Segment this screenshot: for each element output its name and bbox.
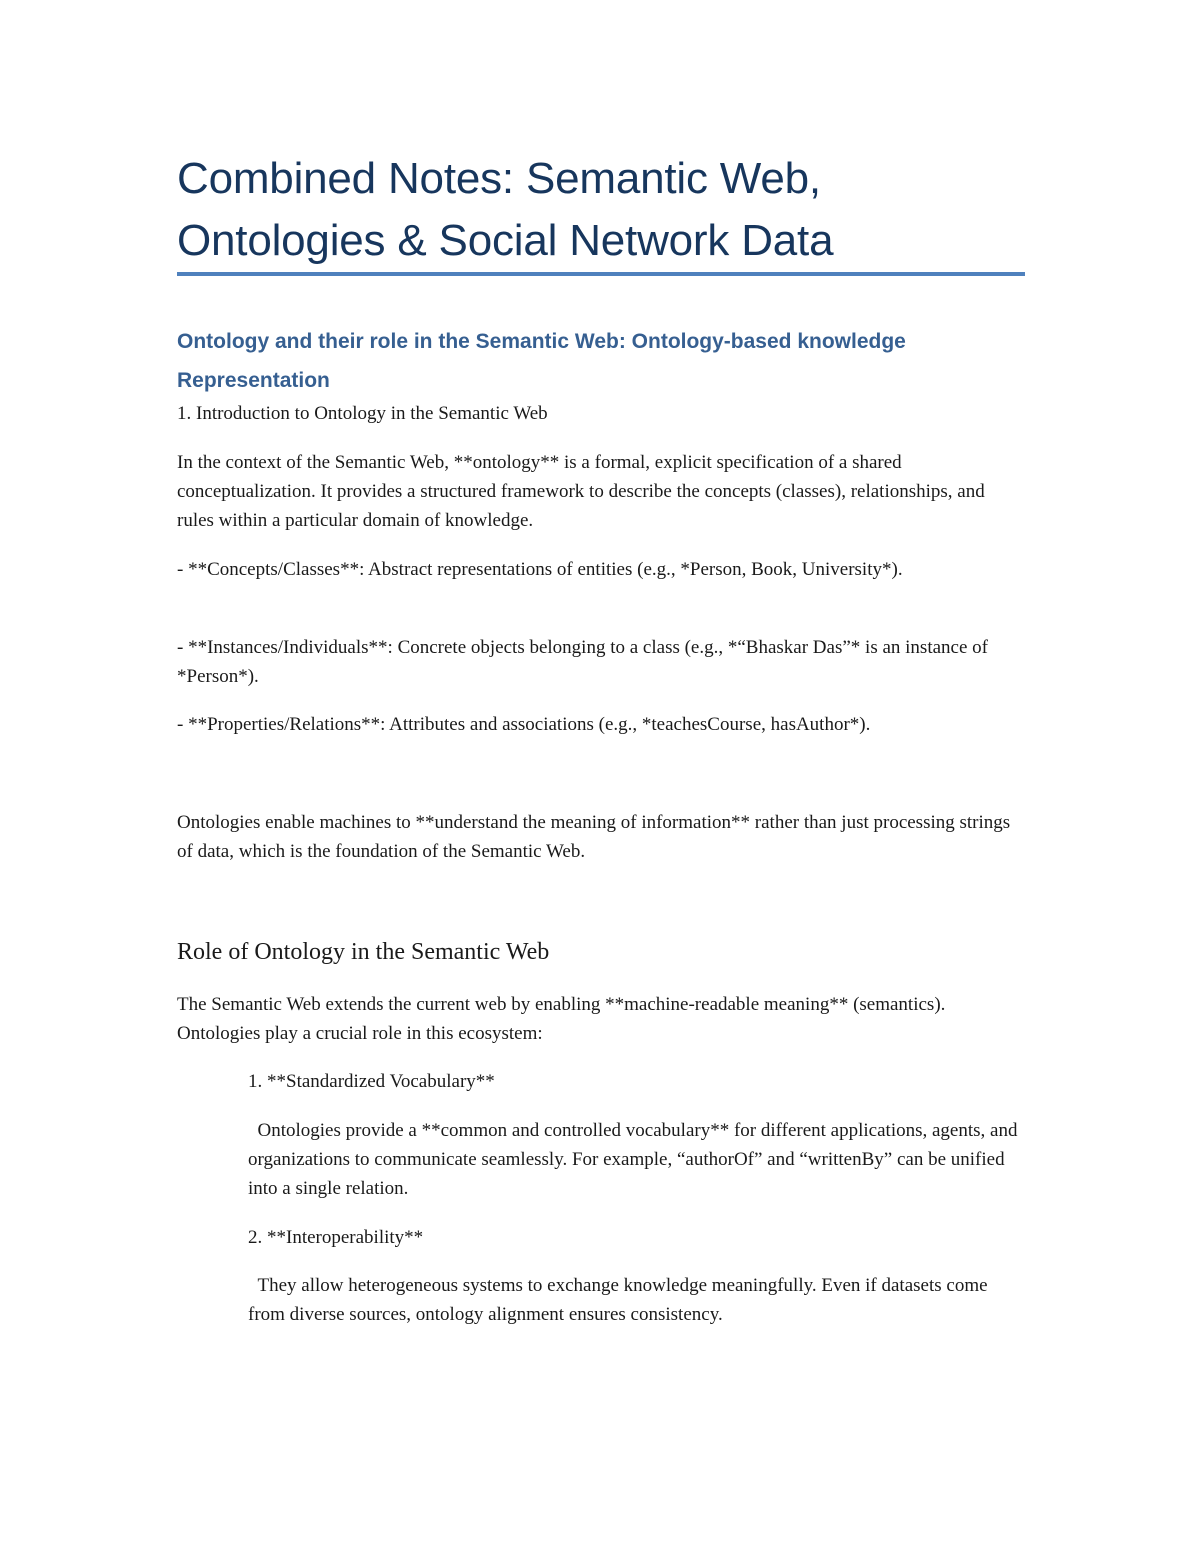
bullet-properties-relations: - **Properties/Relations**: Attributes and associations (e.g., *teachesCourse, hasAuthor*). <box>177 714 871 735</box>
list-item-interoperability-body: They allow heterogeneous systems to exchange knowledge meaningfully. Even if datasets come from diverse sources, ontology alignment ensures consistency. <box>248 1275 993 1325</box>
list-item-standardized-vocabulary-title: 1. **Standardized Vocabulary** <box>248 1071 495 1092</box>
document-title: Combined Notes: Semantic Web, Ontologies & Social Network Data <box>177 154 834 265</box>
section1-paragraph-definition: In the context of the Semantic Web, **ontology** is a formal, explicit specification of a shared conceptualization. It provides a structured framework to describe the concepts (classes), relationships, and rules within a particular domain of knowledge. <box>177 452 985 531</box>
section1-paragraph-conclusion: Ontologies enable machines to **understand the meaning of information** rather than just processing strings of data, which is the foundation of the Semantic Web. <box>177 812 1011 862</box>
title-underline-rule <box>177 272 1025 276</box>
section2-heading: Role of Ontology in the Semantic Web <box>177 939 550 965</box>
list-item-standardized-vocabulary-body: Ontologies provide a **common and controlled vocabulary** for different applications, agents, and organizations to communicate seamlessly. For example, “authorOf” and “writtenBy” can be unified into a single relation. <box>248 1120 1023 1199</box>
section2-intro-paragraph: The Semantic Web extends the current web by enabling **machine-readable meaning** (semantics). Ontologies play a crucial role in this ecosystem: <box>177 994 946 1044</box>
bullet-concepts-classes: - **Concepts/Classes**: Abstract representations of entities (e.g., *Person, Book, University*). <box>177 559 903 580</box>
section1-subheading: 1. Introduction to Ontology in the Semantic Web <box>177 403 548 424</box>
list-item-interoperability-title: 2. **Interoperability** <box>248 1227 424 1248</box>
section1-heading: Ontology and their role in the Semantic Web: Ontology-based knowledge Representation <box>177 330 906 392</box>
bullet-instances-individuals: - **Instances/Individuals**: Concrete objects belonging to a class (e.g., *“Bhaskar Das”* is an instance of *Person*). <box>177 637 988 687</box>
